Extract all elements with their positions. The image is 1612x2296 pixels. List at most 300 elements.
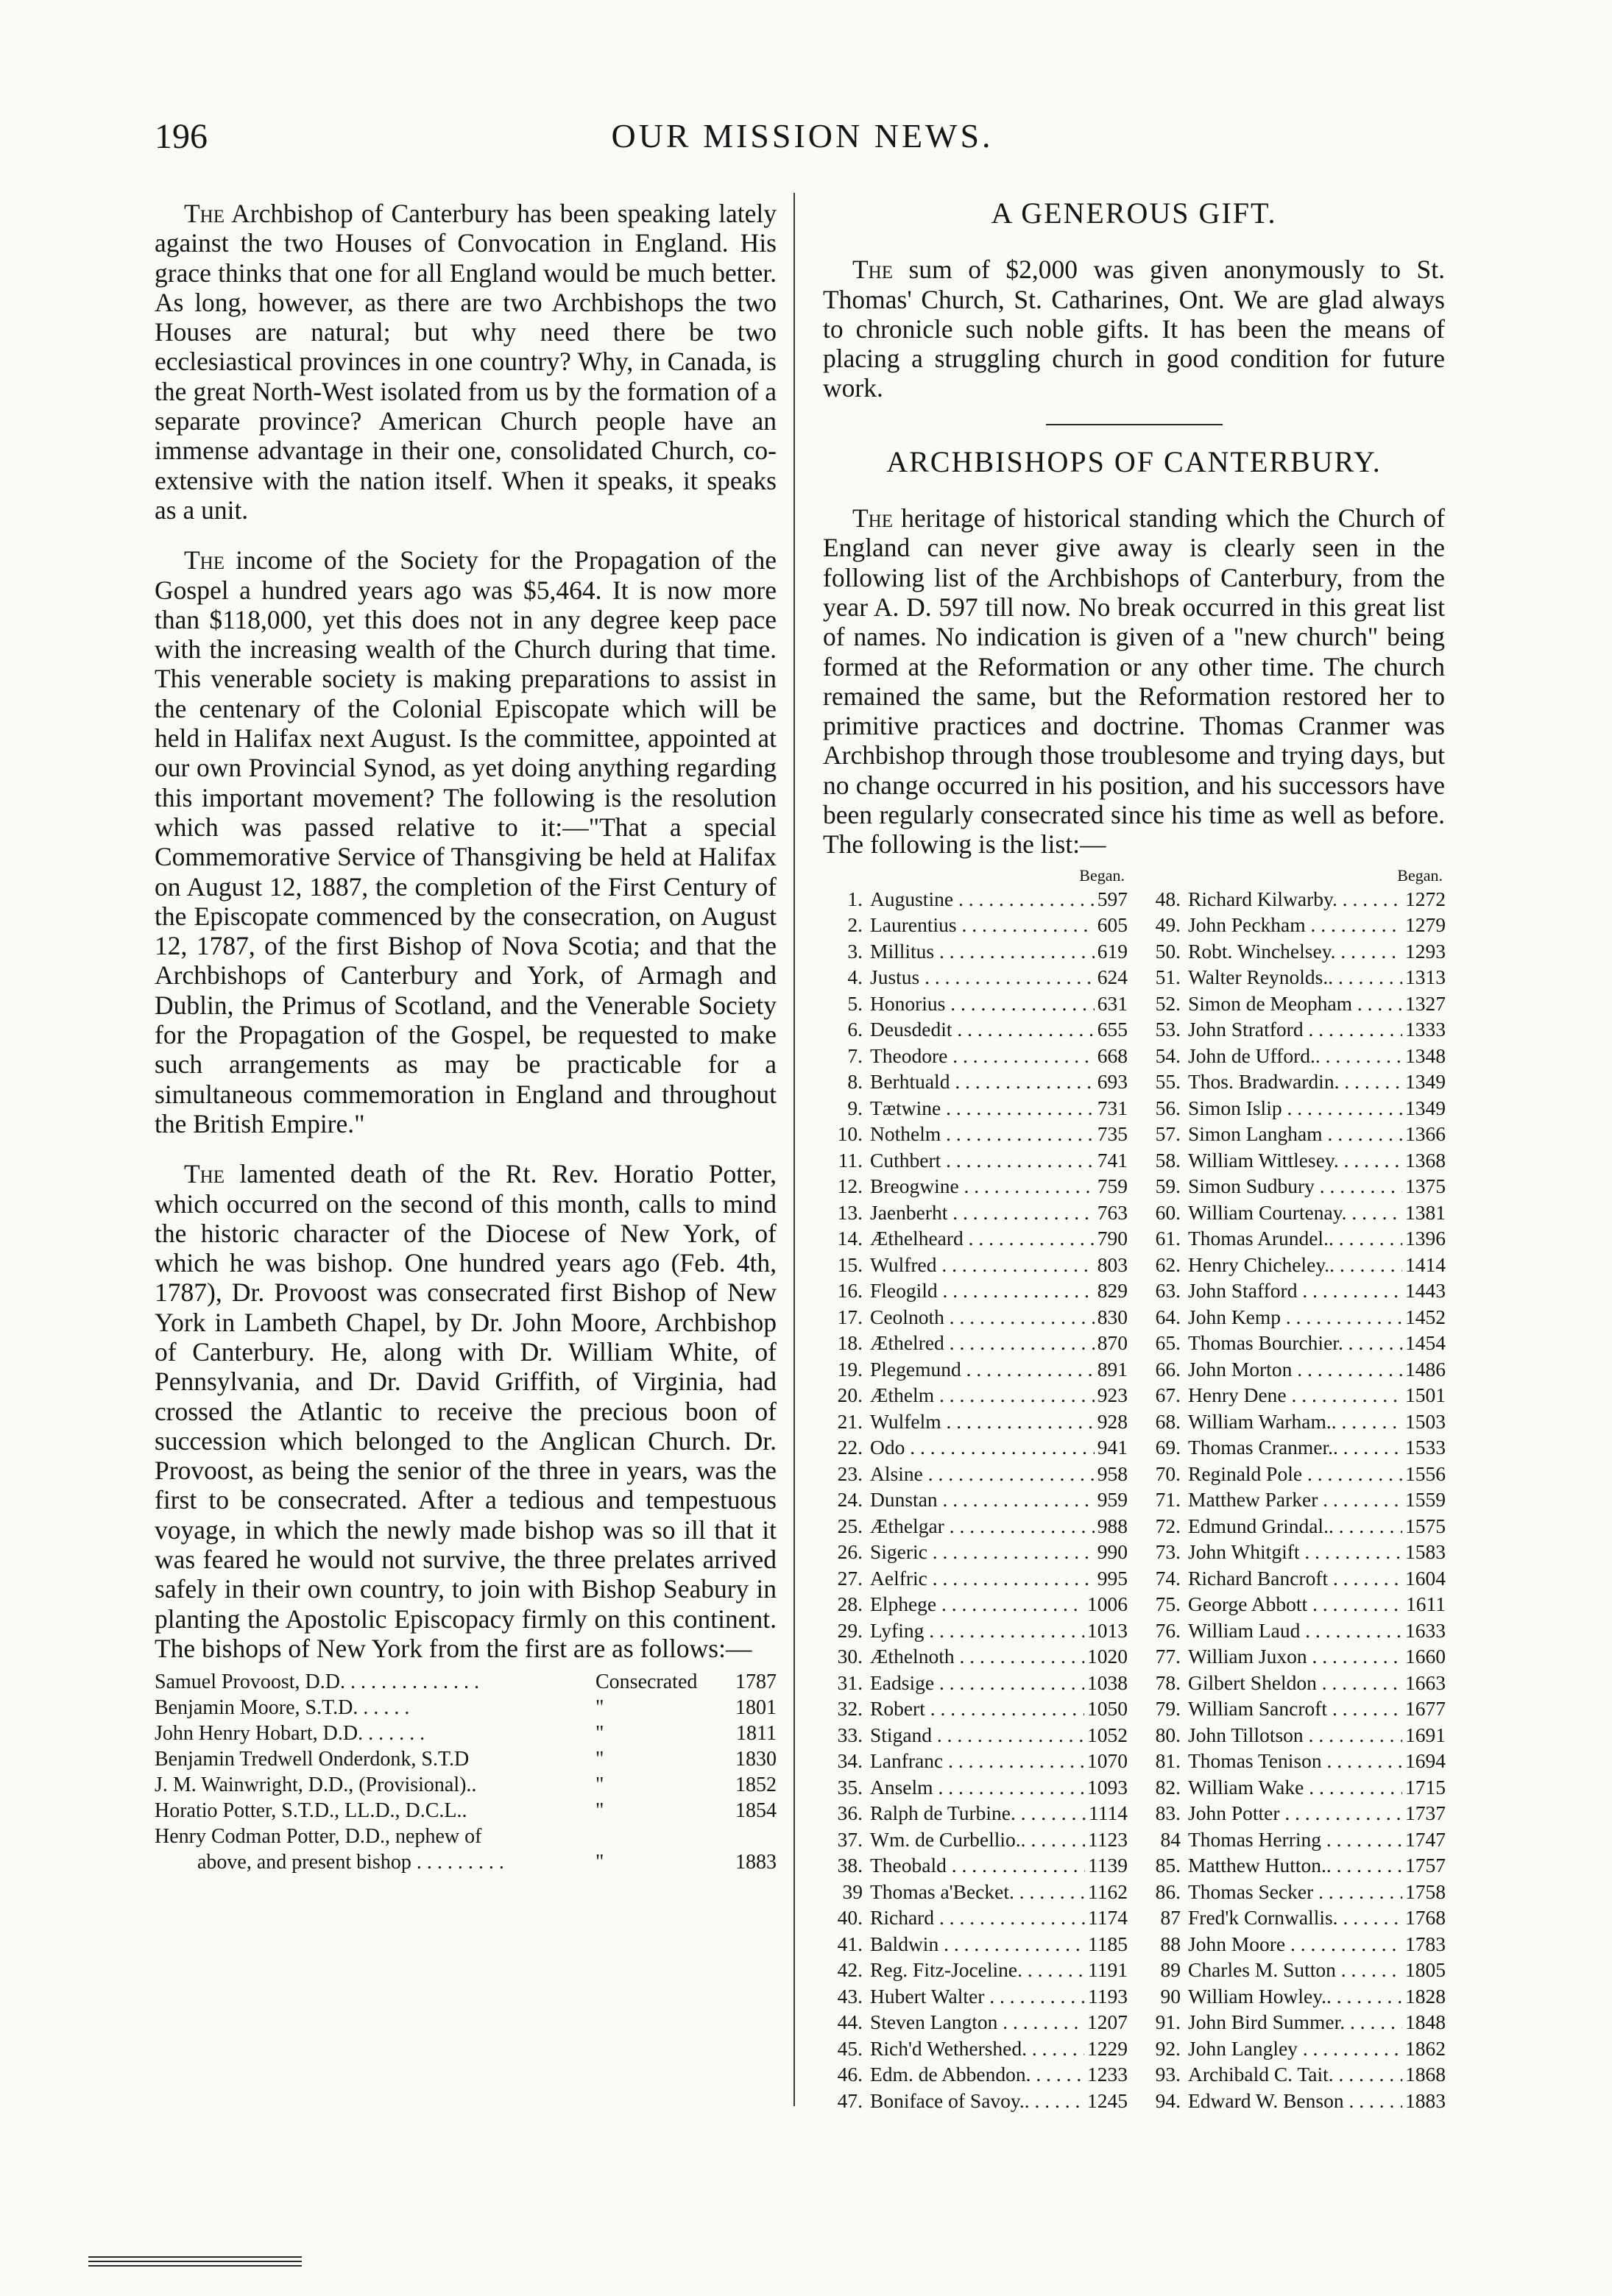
bishop-name: Samuel Provoost, D.D. . . . . . . . . . . . . . [155,1670,479,1694]
article-convocation [155,199,777,525]
archbishop-year: 1093 [1084,1774,1128,1801]
archbishop-name: John Bird Summer. . . . [1188,2009,1402,2035]
right-column [823,196,1446,2113]
archbishop-number: 87 [1160,1906,1181,1930]
archbishop-year: 1757 [1402,1852,1446,1879]
archbishop-number: 46. [837,2063,863,2086]
archbishop-row [823,1565,1128,1592]
archbishop-name: Jaenberht . . . [870,1200,1095,1226]
archbishop-number: 91. [1155,2010,1181,2034]
archbishop-number: 31. [837,1670,863,1694]
archbishop-year: 1737 [1402,1800,1446,1826]
began-label: Began. [1397,865,1443,885]
archbishop-year: 1229 [1084,2035,1128,2062]
archbishop-year: 1768 [1402,1905,1446,1931]
archbishop-year: 1020 [1084,1643,1128,1670]
archbishop-name: Thomas Tenison . . . [1188,1748,1402,1774]
archbishop-number: 81. [1155,1749,1181,1773]
archbishop-row [1141,2061,1446,2088]
bishop-role: Consecrated [595,1670,698,1694]
archbishop-year: 1349 [1402,1095,1446,1122]
archbishop-row [1141,1696,1446,1722]
archbishop-row [1141,1670,1446,1696]
archbishop-number: 93. [1155,2063,1181,2086]
archbishop-number: 73. [1155,1540,1181,1564]
archbishop-name: Æthelm . . . [870,1382,1095,1409]
archbishop-name: William Courtenay. . . . [1188,1200,1402,1226]
archbishop-number: 70. [1155,1461,1181,1485]
archbishop-number: 16. [837,1279,863,1303]
archbishop-number: 36. [837,1801,863,1825]
archbishop-year: 1452 [1402,1304,1446,1331]
archbishop-row [823,1356,1128,1383]
lead-word: The [184,545,225,575]
archbishop-number: 92. [1155,2036,1181,2060]
archbishop-row [823,1539,1128,1565]
archbishop-number: 65. [1155,1331,1181,1355]
archbishop-year: 1503 [1402,1409,1446,1435]
archbishop-number: 54. [1155,1044,1181,1067]
left-column [155,199,777,1875]
archbishop-name: Dunstan . . . [870,1487,1095,1513]
archbishop-number: 68. [1155,1409,1181,1433]
archbishop-name: Honorius . . . [870,991,1095,1017]
archbishop-year: 1375 [1402,1173,1446,1200]
archbishop-row [823,1670,1128,1696]
archbishop-year: 1272 [1402,886,1446,913]
archbishop-name: Hubert Walter . . . [870,1983,1085,2010]
archbishop-row [1141,1931,1446,1957]
archbishop-row [823,1095,1128,1122]
archbishop-number: 42. [837,1958,863,1982]
archbishop-name: Edm. de Abbendon. . . . [870,2061,1084,2088]
archbishop-number: 41. [837,1932,863,1955]
archbishop-year: 1070 [1084,1748,1128,1774]
archbishop-name: Reg. Fitz-Joceline. . . . [870,1957,1085,1983]
archbishop-name: Simon Langham . . . [1188,1121,1402,1147]
archbishop-row [823,1905,1128,1931]
article-archbishops [823,503,1445,860]
archbishop-name: Charles M. Sutton . . . [1188,1957,1402,1983]
archbishop-number: 67. [1155,1383,1181,1407]
archbishop-number: 5. [847,991,863,1015]
archbishop-year: 1368 [1402,1147,1446,1174]
archbishop-row [1141,1409,1446,1435]
bishop-year: 1854 [735,1799,777,1823]
archbishop-number: 62. [1155,1252,1181,1276]
archbishop-year: 1162 [1085,1879,1128,1905]
archbishop-year: 790 [1095,1225,1128,1252]
archbishop-row [823,1461,1128,1487]
archbishop-name: Stigand . . . [870,1722,1084,1748]
archbishop-name: Alsine . . . [870,1461,1095,1487]
archbishop-number: 51. [1155,965,1181,989]
archbishop-number: 50. [1155,939,1181,963]
gift-heading: A GENEROUS GIFT. [991,196,1277,230]
archbishop-number: 4. [847,965,863,989]
archbishop-year: 1038 [1084,1670,1128,1696]
archbishop-number: 78. [1155,1670,1181,1694]
archbishop-number: 79. [1155,1697,1181,1721]
archbishop-year: 735 [1095,1121,1128,1147]
archbishop-row [1141,1852,1446,1879]
column-divider [793,193,795,2106]
lead-word: The [184,199,225,228]
archbishop-number: 57. [1155,1122,1181,1146]
archbishop-year: 988 [1095,1513,1128,1539]
archbishop-number: 69. [1155,1436,1181,1459]
archbishop-name: George Abbott . . . [1188,1591,1403,1618]
archbishop-year: 1381 [1402,1200,1446,1226]
archbishop-row [1141,1748,1446,1774]
archbishop-name: Baldwin . . . [870,1931,1085,1957]
archbishop-number: 12. [837,1174,863,1198]
archbishop-row [1141,938,1446,965]
archbishop-row [823,1826,1128,1853]
archbishop-year: 1883 [1402,2088,1446,2114]
archbishop-number: 1. [847,887,863,910]
archbishop-name: Gilbert Sheldon . . . [1188,1670,1402,1696]
archbishop-name: Simon Islip . . . [1188,1095,1402,1122]
archbishop-year: 1559 [1402,1487,1446,1513]
bishop-year: 1811 [736,1722,777,1746]
archbishop-row [1141,1382,1446,1409]
archbishop-year: 1366 [1402,1121,1446,1147]
bishop-name: Benjamin Moore, S.T.D. . . . . . [155,1696,410,1720]
archbishop-name: Ceolnoth . . . [870,1304,1095,1331]
article-text: sum of $2,000 was given anonymously to St. Thomas' Church, St. Catharines, Ont. We are glad always to chronicle such noble gifts. It has been the means of placing a struggling church in good condition for future work. [823,255,1445,403]
bishop-role: " [595,1774,604,1797]
archbishop-number: 77. [1155,1645,1181,1668]
archbishop-year: 1139 [1085,1852,1128,1879]
archbishop-year: 1185 [1085,1931,1128,1957]
bishop-name: Henry Codman Potter, D.D., nephew of [155,1825,482,1849]
archbishop-row [1141,1434,1446,1461]
archbishop-name: John Potter . . . [1188,1800,1402,1826]
archbishop-year: 1348 [1402,1043,1446,1069]
archbishop-number: 48. [1155,887,1181,910]
began-label: Began. [1079,865,1125,885]
archbishop-year: 1486 [1402,1356,1446,1383]
archbishop-name: William Howley.. . . . [1188,1983,1402,2010]
archbishop-year: 1663 [1402,1670,1446,1696]
archbishop-row [1141,912,1446,938]
archbishop-year: 1828 [1402,1983,1446,2010]
archbishop-name: Wulfelm . . . [870,1409,1095,1435]
archbishop-number: 6. [847,1018,863,1041]
archbishop-name: Anselm . . . [870,1774,1084,1801]
archbishop-row [1141,1565,1446,1592]
archbishop-year: 1207 [1084,2009,1128,2035]
archbishop-number: 32. [837,1697,863,1721]
archbishop-row [823,1173,1128,1200]
archbishop-number: 76. [1155,1618,1181,1642]
archbishop-row [823,1618,1128,1644]
archbishop-year: 1715 [1402,1774,1446,1801]
archbishop-name: Rich'd Wethershed. . . . [870,2035,1084,2062]
bishop-row [155,1798,777,1824]
archbishop-year: 1862 [1402,2035,1446,2062]
archbishop-year: 1747 [1402,1826,1446,1853]
archbishop-name: Elphege . . . [870,1591,1084,1618]
archbishop-name: Theobald . . . [870,1852,1085,1879]
archbishop-year: 1191 [1085,1957,1128,1983]
archbishop-row [1141,1591,1446,1618]
archbishop-year: 1013 [1084,1618,1128,1644]
archbishop-number: 19. [837,1357,863,1381]
archbishop-number: 83. [1155,1801,1181,1825]
archbishop-year: 959 [1095,1487,1128,1513]
archbishop-name: John Whitgift . . . [1188,1539,1402,1565]
archbishop-row [1141,1278,1446,1304]
archbishop-year: 1193 [1085,1983,1128,2010]
archbishop-year: 803 [1095,1252,1128,1278]
archbishop-row [823,1957,1128,1983]
archbishop-name: John Moore . . . [1188,1931,1402,1957]
archbishop-row [1141,1043,1446,1069]
archbishop-number: 63. [1155,1279,1181,1303]
archbishop-name: Odo . . . [870,1434,1095,1461]
archbishop-number: 85. [1155,1854,1181,1877]
archbishop-row [1141,1957,1446,1983]
archbishop-number: 45. [837,2036,863,2060]
archbishop-name: William Wake . . . [1188,1774,1402,1801]
archbishop-number: 56. [1155,1096,1181,1119]
article-text: income of the Society for the Propagation of the Gospel a hundred years ago was $5,464. It is now more than $118,000, yet this does not in any degree keep pace with the increasing wealth of the Church during that time. This venerable society is making preparations to assist in the centenary of the Colonial Episcopate which will be held in Halifax next August. Is the committee, appointed at our own Provincial Synod, as yet doing anything regarding this important movement? The following is the resolution which was passed relative to it:—"That a special Commemorative Service of Thansgiving be held at Halifax on August 12, 1887, the completion of the First Century of the Episcopate commenced by the consecration, on August 12, 1787, of the first Bishop of Nova Scotia; and that the Archbishops of Canterbury and York, of Armagh and Dublin, the Primus of Scotland, and the Venerable Society for the Propagation of the Gospel, be requested to make such arrangements as may be practicable for a simultaneous commemoration in England and throughout the British Empire." [155,545,777,1138]
archbishop-row [823,2009,1128,2035]
archbishop-row [1141,1618,1446,1644]
archbishop-year: 870 [1095,1330,1128,1356]
archbishop-year: 693 [1095,1069,1128,1095]
archbishop-name: Millitus . . . [870,938,1095,965]
archbishop-number: 38. [837,1854,863,1877]
archbishop-number: 17. [837,1305,863,1328]
archbishop-name: Breogwine . . . [870,1173,1095,1200]
archbishop-number: 74. [1155,1566,1181,1590]
archbishop-row [1141,991,1446,1017]
archbishop-row [823,1722,1128,1748]
archbishop-name: Æthelheard . . . [870,1225,1095,1252]
archbishop-number: 26. [837,1540,863,1564]
archbishop-row [823,1278,1128,1304]
archbishop-name: Richard . . . [870,1905,1085,1931]
archbishop-row [823,1774,1128,1801]
archbishop-number: 7. [847,1044,863,1067]
archbishop-name: Matthew Parker . . . [1188,1487,1402,1513]
archbishop-name: William Warham.. . . . [1188,1409,1402,1435]
archbishop-year: 830 [1095,1304,1128,1331]
archbishop-number: 15. [837,1252,863,1276]
archbishop-row [1141,1147,1446,1174]
archbishop-row [823,1696,1128,1722]
archbishop-row [823,1382,1128,1409]
archbishop-row [823,1121,1128,1147]
archbishop-number: 30. [837,1645,863,1668]
bishop-row [155,1824,777,1849]
archbishops-list [823,865,1445,2114]
article-potter [155,1159,777,1663]
archbishop-name: John Morton . . . [1188,1356,1402,1383]
archbishop-name: Richard Kilwarby. . . . [1188,886,1402,913]
footer-rule [88,2256,302,2267]
archbishop-row [823,1591,1128,1618]
archbishop-name: Edmund Grindal.. . . . [1188,1513,1402,1539]
archbishop-number: 59. [1155,1174,1181,1198]
archbishop-number: 20. [837,1383,863,1407]
archbishop-name: William Laud . . . [1188,1618,1402,1644]
archbishop-number: 86. [1155,1879,1181,1903]
archbishop-row [823,1225,1128,1252]
archbishop-name: Laurentius . . . [870,912,1095,938]
archbishop-row [1141,1225,1446,1252]
archbishop-number: 23. [837,1461,863,1485]
archbishop-number: 33. [837,1723,863,1746]
archbishop-number: 60. [1155,1200,1181,1224]
archbishop-row [823,1748,1128,1774]
archbishop-row [1141,1461,1446,1487]
archbishop-row [823,2061,1128,2088]
archbishop-year: 1694 [1402,1748,1446,1774]
archbishop-year: 1245 [1084,2088,1128,2114]
archbishop-year: 1533 [1402,1434,1446,1461]
archbishop-number: 11. [838,1148,863,1172]
archbishop-year: 1633 [1402,1618,1446,1644]
archbishop-year: 1848 [1402,2009,1446,2035]
bishop-year: 1852 [735,1774,777,1797]
archbishop-name: John Stafford . . . [1188,1278,1402,1304]
archbishop-number: 44. [837,2010,863,2034]
archbishop-year: 1114 [1086,1800,1128,1826]
archbishop-name: John Peckham . . . [1188,912,1402,938]
archbishop-row [823,1069,1128,1095]
archbishop-year: 1868 [1402,2061,1446,2088]
bishop-name: Horatio Potter, S.T.D., LL.D., D.C.L.. [155,1799,467,1823]
archbishop-year: 1050 [1084,1696,1128,1722]
archbishop-number: 34. [837,1749,863,1773]
archbishop-name: Simon de Meopham . . . [1188,991,1402,1017]
archbishop-number: 43. [837,1984,863,2008]
archbishop-row [823,1434,1128,1461]
archbishop-number: 52. [1155,991,1181,1015]
archbishop-name: Robert . . . [870,1696,1084,1722]
lead-word: The [184,1159,225,1189]
bishop-row [155,1669,777,1695]
archbishop-name: Boniface of Savoy.. . . . [870,2088,1084,2114]
archbishop-row [1141,1016,1446,1043]
archbishop-year: 1604 [1402,1565,1446,1592]
archbishop-row [823,1304,1128,1331]
archbishop-name: Lanfranc . . . [870,1748,1084,1774]
archbishop-year: 741 [1095,1147,1128,1174]
archbishop-name: Ralph de Turbine. . . . [870,1800,1086,1826]
archbishop-row [823,1879,1128,1905]
archbishop-number: 47. [837,2088,863,2112]
bishop-year: 1883 [735,1851,777,1874]
bishop-role: " [595,1851,604,1874]
archbishop-year: 1805 [1402,1957,1446,1983]
archbishop-year: 1123 [1085,1826,1128,1853]
archbishop-name: Cuthbert . . . [870,1147,1095,1174]
archbishop-row [823,1409,1128,1435]
archbishop-name: John de Ufford.. . . . [1188,1043,1402,1069]
archbishop-name: Thomas Cranmer.. . . . [1188,1434,1402,1461]
archbishop-number: 49. [1155,913,1181,937]
archbishop-year: 1611 [1403,1591,1446,1618]
archbishop-row [1141,1330,1446,1356]
archbishop-year: 1174 [1085,1905,1128,1931]
archbishop-number: 2. [847,913,863,937]
archbishop-year: 1233 [1084,2061,1128,2088]
archbishop-number: 35. [837,1775,863,1799]
archbishop-number: 58. [1155,1148,1181,1172]
archbishop-name: Thomas Herring . . . [1188,1826,1402,1853]
archbishop-number: 84 [1160,1827,1181,1851]
archbishop-name: William Wittlesey. . . . [1188,1147,1402,1174]
archbishop-year: 1758 [1402,1879,1446,1905]
archbishop-row [823,2088,1128,2114]
archbishop-name: Steven Langton . . . [870,2009,1084,2035]
archbishop-number: 8. [847,1070,863,1094]
archbishop-name: Thomas Bourchier. . . . [1188,1330,1402,1356]
archbishop-year: 958 [1095,1461,1128,1487]
archbishop-name: Augustine . . . [870,886,1095,913]
archbishop-year: 668 [1095,1043,1128,1069]
archbishop-row [823,938,1128,965]
archbishop-name: Thomas a'Becket. . . . [870,1879,1085,1905]
archbishop-year: 1293 [1402,938,1446,965]
archbishop-year: 1691 [1402,1722,1446,1748]
archbishop-number: 61. [1155,1227,1181,1250]
archbishop-name: Thomas Secker . . . [1188,1879,1402,1905]
archbishop-name: Plegemund . . . [870,1356,1095,1383]
page-header [155,110,1450,169]
article-text: heritage of historical standing which the Church of England can never give away is clearly seen in the following list of the Archbishops of Canterbury, from the year A. D. 597 till now. No break occurred in this great list of names. No indication is given of a "new church" being formed at the Reformation or any other time. The church remained the same, but the Reformation restored her to primitive practices and doctrine. Thomas Cranmer was Archbishop through those troublesome and trying days, but no change occurred in his position, and his successors have been regularly consecrated since his time as well as before. The following is the list:— [823,503,1445,860]
archbishop-row [823,1252,1128,1278]
archbishop-row [823,1931,1128,1957]
bishop-row [155,1849,777,1875]
archbishops-heading: ARCHBISHOPS OF CANTERBURY. [886,444,1382,478]
archbishop-year: 655 [1095,1016,1128,1043]
archbishop-name: John Langley . . . [1188,2035,1402,2062]
archbishop-year: 1575 [1402,1513,1446,1539]
archbishop-row [823,1643,1128,1670]
archbishop-name: John Kemp . . . [1188,1304,1402,1331]
bishop-year: 1801 [735,1696,777,1720]
archbishop-row [1141,1826,1446,1853]
archbishop-row [823,912,1128,938]
archbishops-list-column-1 [823,865,1128,2114]
archbishop-number: 18. [837,1331,863,1355]
archbishop-name: Fred'k Cornwallis. . . . [1188,1905,1402,1931]
archbishop-name: Thomas Arundel.. . . . [1188,1225,1402,1252]
archbishops-list-column-2 [1141,865,1446,2114]
bishop-role: " [595,1748,604,1771]
archbishop-row [823,2035,1128,2062]
archbishop-number: 55. [1155,1070,1181,1094]
bishop-year: 1830 [735,1748,777,1771]
archbishop-row [1141,1905,1446,1931]
archbishop-number: 94. [1155,2088,1181,2112]
archbishop-year: 759 [1095,1173,1128,1200]
page-number: 196 [155,117,208,156]
archbishop-number: 13. [837,1200,863,1224]
archbishop-number: 89 [1160,1958,1181,1982]
archbishop-year: 1454 [1402,1330,1446,1356]
archbishop-number: 14. [837,1227,863,1250]
archbishop-number: 29. [837,1618,863,1642]
archbishop-year: 941 [1095,1434,1128,1461]
archbishop-name: Justus . . . [870,964,1095,991]
